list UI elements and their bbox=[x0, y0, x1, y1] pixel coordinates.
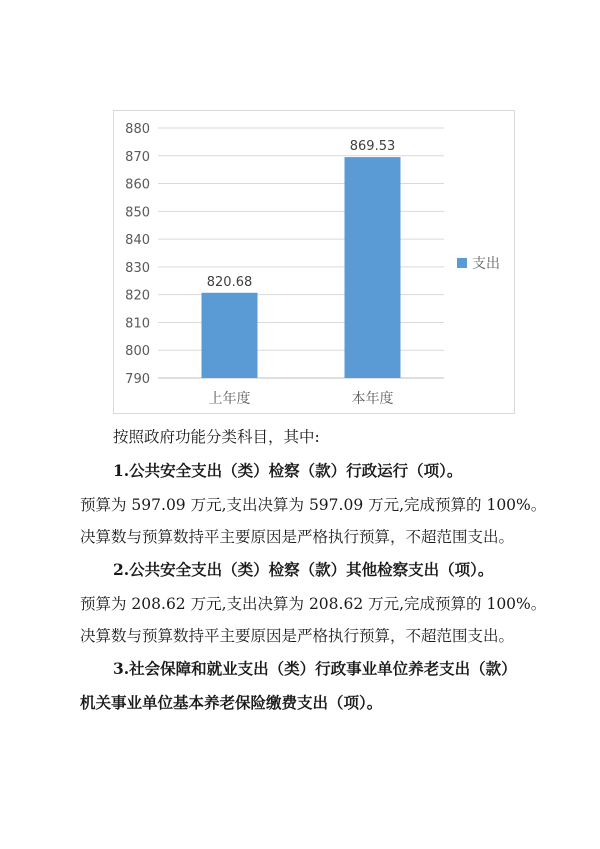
expenditure-chart bbox=[113, 110, 515, 414]
y-tick-label: 840 bbox=[125, 233, 150, 249]
y-tick-label: 870 bbox=[125, 149, 150, 165]
y-tick-label: 880 bbox=[125, 122, 150, 137]
y-tick-label: 790 bbox=[125, 372, 150, 387]
x-tick-label: 本年度 bbox=[351, 391, 394, 407]
x-tick-label: 上年度 bbox=[208, 391, 251, 407]
item2-heading: 2.公共安全支出（类）检察（款）其他检察支出（项）。 bbox=[113, 560, 494, 579]
intro-text: 按照政府功能分类科目，其中: bbox=[113, 428, 320, 446]
y-tick-label: 820 bbox=[125, 288, 150, 304]
item3-heading-line2: 机关事业单位基本养老保险缴费支出（项）。 bbox=[80, 693, 383, 712]
legend-label: 支出 bbox=[472, 256, 500, 272]
legend-swatch bbox=[457, 258, 467, 268]
data-label: 869.53 bbox=[349, 139, 396, 155]
y-tick-label: 830 bbox=[125, 260, 150, 276]
item1-line1: 预算为 597.09 万元,支出决算为 597.09 万元,完成预算的 100%。 bbox=[80, 496, 547, 514]
data-label: 820.68 bbox=[206, 274, 253, 290]
y-tick-label: 850 bbox=[125, 205, 150, 221]
y-tick-label: 800 bbox=[125, 344, 150, 360]
item2-line2: 决算数与预算数持平主要原因是严格执行预算，不超范围支出。 bbox=[80, 627, 515, 645]
item3-heading-line1: 3.社会保障和就业支出（类）行政事业单位养老支出（款） bbox=[113, 659, 517, 678]
y-tick-label: 810 bbox=[125, 316, 150, 332]
item2-line1: 预算为 208.62 万元,支出决算为 208.62 万元,完成预算的 100%。 bbox=[80, 595, 547, 613]
item1-heading: 1.公共安全支出（类）检察（款）行政运行（项）。 bbox=[113, 461, 463, 480]
item1-line2: 决算数与预算数持平主要原因是严格执行预算，不超范围支出。 bbox=[80, 528, 515, 546]
chart-svg bbox=[114, 111, 516, 415]
bar-1 bbox=[202, 293, 258, 378]
bar-2 bbox=[345, 157, 401, 378]
y-tick-label: 860 bbox=[125, 177, 150, 193]
